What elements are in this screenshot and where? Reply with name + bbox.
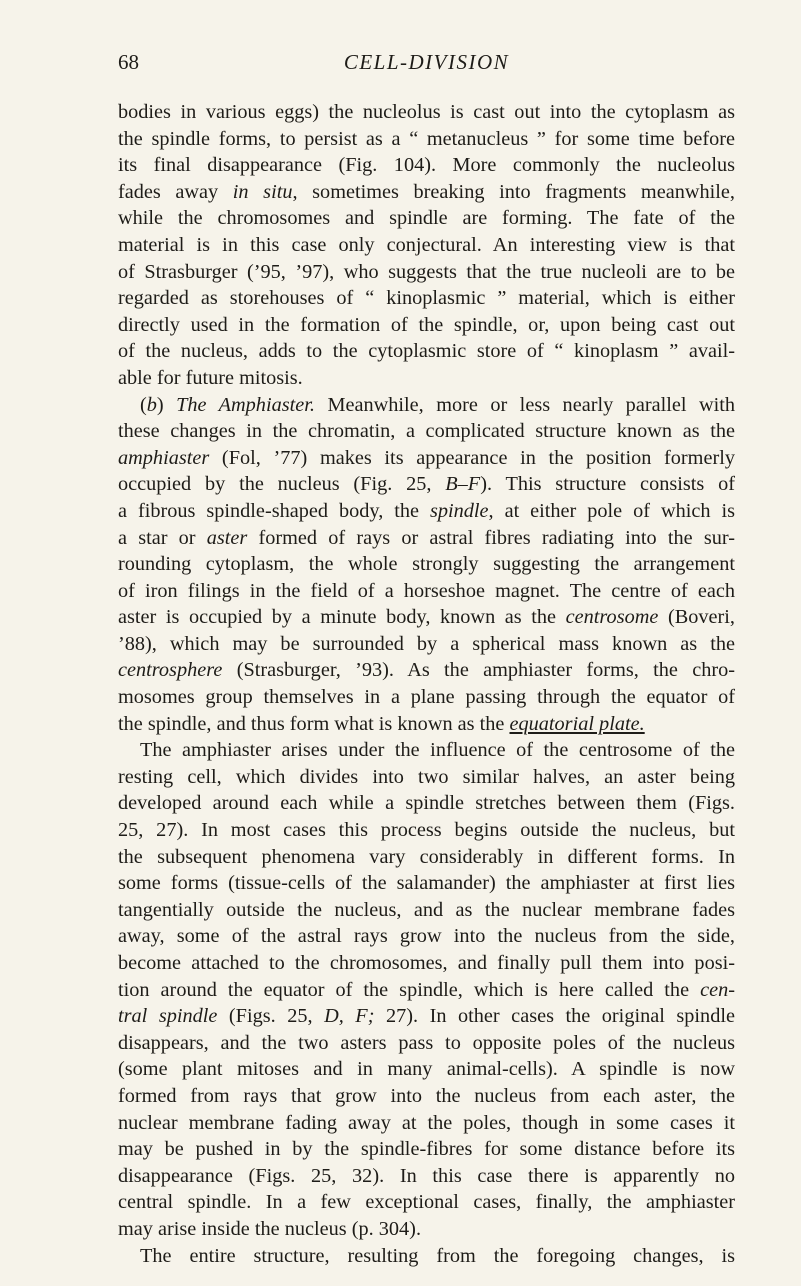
text-segment: b bbox=[146, 393, 157, 416]
text-line bbox=[118, 232, 735, 259]
text-segment: developed around each while a spindle stretches between them (Figs. bbox=[118, 792, 735, 815]
text-line bbox=[118, 1083, 735, 1110]
text-segment: The amphiaster arises under the influence of the centrosome of the bbox=[140, 739, 735, 762]
text-segment: D, F; bbox=[324, 1005, 375, 1028]
text-segment: formed from rays that grow into the nucleus from each aster, the bbox=[118, 1084, 735, 1107]
text-segment: Meanwhile, more or less nearly parallel with bbox=[314, 393, 736, 416]
text-line bbox=[118, 817, 735, 844]
text-segment: (some plant mitoses and in many animal-cells). A spindle is now bbox=[118, 1058, 735, 1081]
text-segment: some forms (tissue-cells of the salamander) the amphiaster at first lies bbox=[118, 872, 735, 895]
text-segment: disappearance (Figs. 25, 32). In this case there is apparently no bbox=[118, 1164, 735, 1187]
text-line bbox=[118, 312, 735, 339]
text-line bbox=[118, 1110, 735, 1137]
text-line bbox=[118, 923, 735, 950]
text-segment: occupied by the nucleus (Fig. 25, bbox=[118, 473, 446, 496]
text-line bbox=[118, 471, 735, 498]
text-segment: disappears, and the two asters pass to opposite poles of the nucleus bbox=[118, 1031, 735, 1054]
text-line bbox=[118, 126, 735, 153]
text-line bbox=[118, 1216, 735, 1243]
text-line bbox=[118, 259, 735, 286]
text-line bbox=[118, 790, 735, 817]
text-segment: 27). In other cases the original spindle bbox=[374, 1005, 735, 1028]
text-segment: centrosome bbox=[565, 606, 659, 629]
text-segment: (Boveri, bbox=[658, 606, 735, 629]
text-segment: fades away bbox=[118, 180, 233, 203]
text-segment: B–F bbox=[445, 473, 481, 496]
text-segment: of Strasburger (’95, ’97), who suggests that the true nucleoli are to be bbox=[118, 260, 735, 283]
text-segment: bodies in various eggs) the nucleolus is cast out into the cytoplasm as bbox=[118, 101, 735, 123]
text-segment: ’88), which may be surrounded by a spherical mass known as the bbox=[118, 632, 735, 655]
text-segment: regarded as storehouses of “ kinoplasmic ” material, which is either bbox=[118, 287, 735, 310]
text-segment: directly used in the formation of the spindle, or, upon being cast out bbox=[118, 313, 735, 336]
text-segment: tral spindle bbox=[118, 1005, 218, 1028]
page-number: 68 bbox=[118, 50, 139, 74]
text-segment: nuclear membrane fading away at the poles, though in some cases it bbox=[118, 1111, 735, 1134]
text-line bbox=[118, 179, 735, 206]
text-line bbox=[118, 1136, 735, 1163]
text-segment: , at either pole of which is bbox=[488, 499, 736, 522]
text-segment: ) bbox=[156, 393, 177, 416]
running-head: CELL-DIVISION bbox=[343, 50, 510, 74]
text-line bbox=[118, 631, 735, 658]
text-segment: The entire structure, resulting from the foregoing changes, is bbox=[140, 1244, 735, 1267]
text-segment: The Amphiaster. bbox=[176, 393, 315, 416]
text-line bbox=[118, 578, 735, 605]
text-segment: cen- bbox=[700, 978, 735, 1001]
text-segment: material is in this case only conjectural. An interesting view is that bbox=[118, 233, 735, 256]
text-segment: the spindle forms, to persist as a “ metanucleus ” for some time before bbox=[118, 127, 735, 150]
text-line bbox=[118, 1003, 735, 1030]
text-segment: tion around the equator of the spindle, which is here called the bbox=[118, 978, 701, 1001]
text-line bbox=[118, 870, 735, 897]
text-line bbox=[118, 711, 735, 738]
text-segment: a star or bbox=[118, 526, 207, 549]
text-line bbox=[118, 525, 735, 552]
text-line bbox=[118, 1163, 735, 1190]
text-line bbox=[118, 99, 735, 126]
text-line bbox=[118, 498, 735, 525]
text-line bbox=[118, 764, 735, 791]
text-line bbox=[118, 285, 735, 312]
text-segment: of the nucleus, adds to the cytoplasmic store of “ kinoplasm ” avail- bbox=[118, 340, 735, 363]
text-line bbox=[118, 551, 735, 578]
text-segment: (Fol, ’77) makes its appearance in the position formerly bbox=[209, 446, 735, 469]
text-segment: the spindle, and thus form what is known as the bbox=[118, 712, 510, 735]
text-segment: mosomes group themselves in a plane passing through the equator of bbox=[118, 686, 735, 709]
text-segment: of iron filings in the field of a horseshoe magnet. The centre of each bbox=[118, 579, 735, 602]
text-line bbox=[118, 844, 735, 871]
text-line bbox=[118, 737, 735, 764]
text-segment: in situ bbox=[232, 180, 293, 203]
text-segment: formed of rays or astral fibres radiating into the sur- bbox=[247, 526, 735, 549]
text-segment: ( bbox=[140, 393, 147, 416]
text-segment: (Figs. 25, bbox=[217, 1005, 325, 1028]
text-line bbox=[118, 657, 735, 684]
text-segment: rounding cytoplasm, the whole strongly suggesting the arrangement bbox=[118, 553, 735, 576]
text-line bbox=[118, 950, 735, 977]
text-line bbox=[118, 1189, 735, 1216]
text-segment: its final disappearance (Fig. 104). More commonly the nucleolus bbox=[118, 154, 735, 177]
text-segment: these changes in the chromatin, a complicated structure known as the bbox=[118, 420, 735, 443]
body-text bbox=[118, 99, 735, 1269]
text-segment: become attached to the chromosomes, and finally pull them into posi- bbox=[118, 952, 735, 974]
text-segment: a fibrous spindle-shaped body, the bbox=[118, 499, 430, 522]
text-line bbox=[118, 418, 735, 445]
text-segment: tangentially outside the nucleus, and as the nuclear membrane fades bbox=[118, 898, 735, 921]
text-segment: (Strasburger, ’93). As the amphiaster forms, the chro- bbox=[222, 659, 735, 682]
text-line bbox=[118, 445, 735, 472]
text-segment: amphiaster bbox=[118, 446, 210, 469]
text-segment: may be pushed in by the spindle-fibres for some distance before its bbox=[118, 1138, 735, 1161]
text-line bbox=[118, 205, 735, 232]
text-segment: away, some of the astral rays grow into the nucleus from the side, bbox=[118, 925, 735, 948]
text-segment: centrosphere bbox=[118, 659, 223, 682]
text-segment: , sometimes breaking into fragments meanwhile, bbox=[292, 180, 735, 203]
text-line bbox=[118, 152, 735, 179]
text-segment: aster bbox=[206, 526, 248, 549]
text-line bbox=[118, 1030, 735, 1057]
text-line bbox=[118, 1056, 735, 1083]
text-segment: central spindle. In a few exceptional cases, finally, the amphiaster bbox=[118, 1191, 735, 1214]
text-segment: ). This structure consists of bbox=[480, 473, 735, 496]
text-segment: aster is occupied by a minute body, known as the bbox=[118, 606, 566, 629]
text-line bbox=[118, 365, 735, 392]
text-segment: resting cell, which divides into two similar halves, an aster being bbox=[118, 765, 735, 788]
text-segment: able for future mitosis. bbox=[118, 366, 303, 389]
text-line bbox=[118, 338, 735, 365]
text-line bbox=[118, 977, 735, 1004]
text-line bbox=[118, 684, 735, 711]
text-segment: while the chromosomes and spindle are forming. The fate of the bbox=[118, 207, 735, 230]
text-segment: equatorial plate. bbox=[509, 712, 645, 735]
text-segment: spindle bbox=[429, 499, 489, 522]
text-line bbox=[118, 1243, 735, 1270]
text-segment: 25, 27). In most cases this process begins outside the nucleus, but bbox=[118, 819, 735, 842]
text-line bbox=[118, 392, 735, 419]
page-header bbox=[118, 50, 735, 84]
text-segment: the subsequent phenomena vary considerably in different forms. In bbox=[118, 845, 735, 868]
text-line bbox=[118, 604, 735, 631]
text-segment: may arise inside the nucleus (p. 304). bbox=[118, 1217, 422, 1240]
text-line bbox=[118, 897, 735, 924]
